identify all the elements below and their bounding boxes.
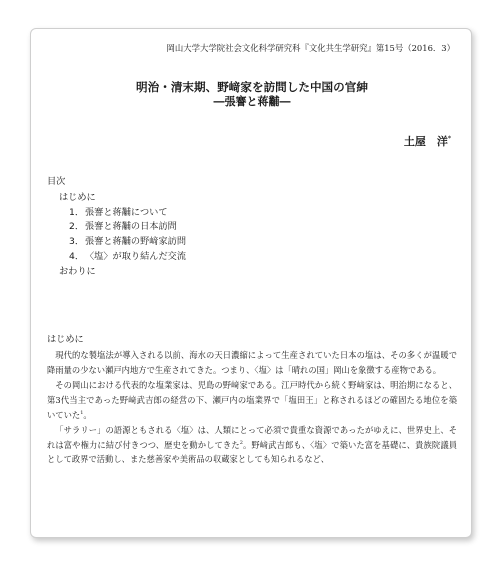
toc-item-label: 張謇と蒋黼の日本訪問	[85, 221, 177, 233]
toc-item	[59, 235, 457, 250]
toc-item	[59, 191, 457, 206]
paragraph-text-tail: 。	[83, 409, 92, 420]
footnote-ref: 1	[80, 409, 84, 416]
toc-item	[59, 265, 457, 280]
body-paragraph	[47, 423, 457, 467]
toc-item	[59, 206, 457, 221]
toc-item-label: はじめに	[59, 192, 96, 203]
paragraph-text: 「サラリー」の語源ともされる〈塩〉は、人類にとって必須で貴重な資源であったがゆえに、世界史上、それは富や権力に結び付きつつ、歴史を動かしてきた	[47, 425, 457, 450]
toc-item	[59, 220, 457, 235]
toc-item-number: 2．	[69, 221, 85, 233]
footnote-ref: 2	[239, 440, 243, 447]
toc-item-label: 張謇と蒋黼の野﨑家訪問	[85, 236, 187, 248]
body-paragraph	[47, 378, 457, 422]
page-content	[47, 41, 457, 467]
paragraph-text: 現代的な製塩法が導入される以前、海水の天日濃縮によって生産されていた日本の塩は、その多くが温暖で降雨量の少ない瀬戸内地方で生産されてきた。つまり、〈塩〉は「晴れの国」岡山を象徴する産物である。	[47, 350, 457, 375]
author-name: 土屋 洋	[403, 135, 448, 148]
section-heading: はじめに	[47, 334, 84, 346]
toc-item-number: 3．	[69, 236, 85, 248]
author	[47, 135, 451, 149]
paragraph-text: その岡山における代表的な塩業家は、児島の野﨑家である。江戸時代から続く野﨑家は、明治期になると、第3代当主であった野﨑武吉郎の経営の下、瀬戸内の塩業界で「塩田王」と称されるほどの確固たる地位を築いていた	[47, 380, 457, 420]
paragraph-text-tail: 。野﨑武吉郎も、〈塩〉で築いた富を基礎に、貴族院議員として政界で活動し、また慈善家や美術品の収蔵家としても知られるなど、	[47, 439, 458, 465]
paper-page	[30, 28, 472, 538]
journal-header: 岡山大学大学院社会文化科学研究科『文化共生学研究』第15号（2016．3）	[166, 43, 455, 53]
author-footnote-mark: *	[447, 135, 451, 143]
toc-item-label: 張謇と蒋黼について	[85, 206, 168, 218]
table-of-contents	[47, 191, 457, 279]
toc-item-number: 1．	[69, 206, 85, 218]
toc-heading: 目次	[47, 176, 66, 187]
paper-subtitle: ―張謇と蒋黼―	[213, 95, 291, 108]
paper-title: 明治・清末期、野﨑家を訪問した中国の官紳	[136, 80, 368, 94]
toc-item	[59, 250, 457, 265]
body-paragraph	[47, 348, 457, 377]
toc-item-label: おわりに	[59, 265, 96, 277]
toc-item-label: 〈塩〉が取り結んだ交流	[85, 250, 187, 262]
toc-item-number: 4．	[69, 250, 85, 262]
